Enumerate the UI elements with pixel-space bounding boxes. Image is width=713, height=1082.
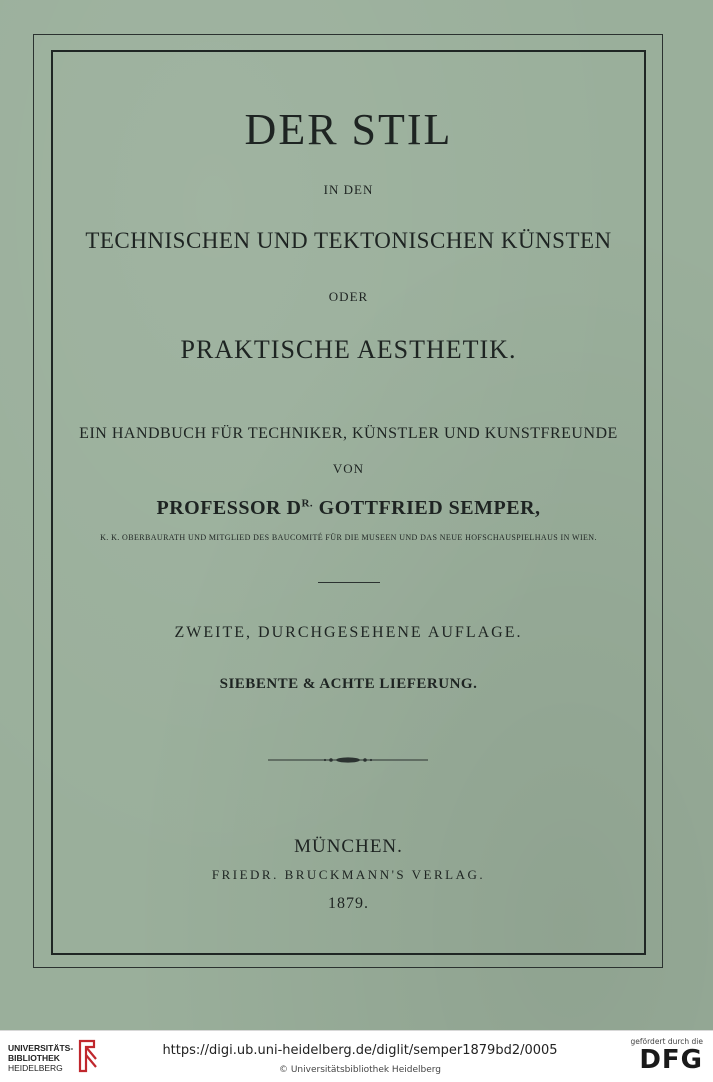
permalink-url[interactable]: https://digi.ub.uni-heidelberg.de/diglit/semper1879bd2/0005 (162, 1043, 558, 1058)
library-line-2: BIBLIOTHEK (8, 1053, 60, 1063)
divider-rule (318, 582, 380, 583)
author-prefix: PROFESSOR D (156, 497, 302, 519)
line-in-den: IN DEN (323, 182, 374, 197)
author-line (51, 497, 646, 520)
imprint-publisher: FRIEDR. BRUCKMANN'S VERLAG. (211, 867, 486, 882)
funding-caption: gefördert durch die (630, 1037, 703, 1046)
imprint-year: 1879. (328, 895, 369, 912)
delivery-line: SIEBENTE & ACHTE LIEFERUNG. (219, 676, 478, 692)
line-von: VON (332, 461, 365, 476)
library-logo-text (8, 1043, 73, 1073)
author-role: K. K. OBERBAURATH UND MITGLIED DES BAUCOMITÉ FÜR DIE MUSEEN UND DAS NEUE HOFSCHAUSPIELHAUS IN WIEN. (100, 533, 597, 542)
ornament-divider (268, 752, 428, 768)
dfg-logo: DFG (639, 1045, 703, 1075)
viewer-footer (0, 1030, 713, 1082)
library-line-1: UNIVERSITÄTS- (8, 1043, 74, 1053)
author-name: GOTTFRIED SEMPER, (313, 497, 541, 519)
subtitle-technischen: TECHNISCHEN UND TEKTONISCHEN KÜNSTEN (85, 228, 612, 253)
subtitle-praktische-aesthetik: PRAKTISCHE AESTHETIK. (180, 335, 517, 364)
imprint-city: MÜNCHEN. (294, 836, 403, 857)
line-oder: ODER (328, 289, 369, 304)
copyright-notice: © Universitätsbibliothek Heidelberg (278, 1065, 441, 1075)
library-line-3: HEIDELBERG (8, 1063, 63, 1073)
handbook-line: EIN HANDBUCH FÜR TECHNIKER, KÜNSTLER UND KUNSTFREUNDE (79, 425, 618, 442)
library-emblem-icon (74, 1037, 100, 1075)
author-prefix-sup: R. (301, 497, 314, 510)
book-title: DER STIL (244, 105, 453, 154)
edition-line: ZWEITE, DURCHGESEHENE AUFLAGE. (174, 624, 523, 641)
